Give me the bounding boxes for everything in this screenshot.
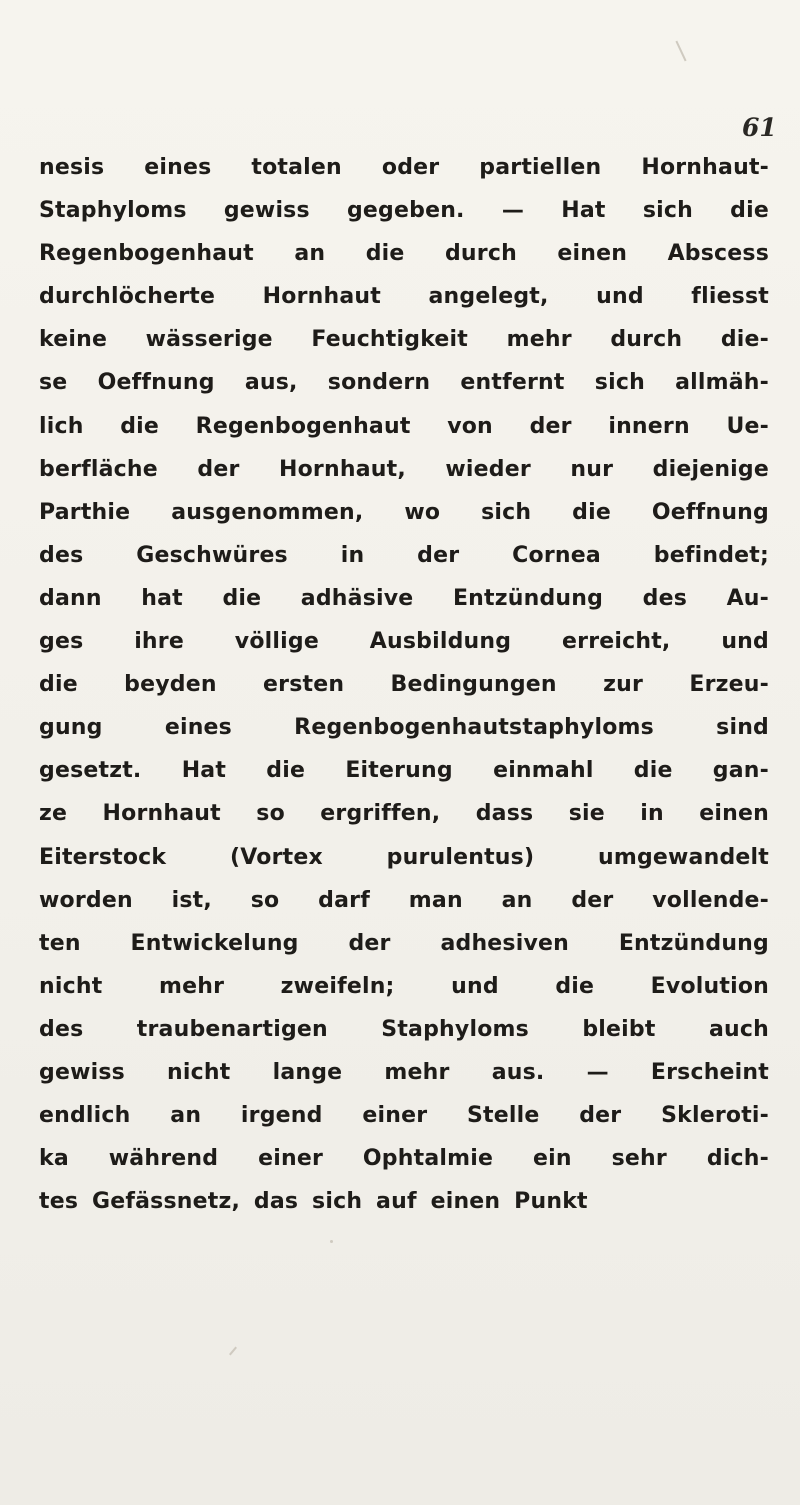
text-line: tes Gefässnetz, das sich auf einen Punkt xyxy=(39,1189,588,1215)
text-line: Regenbogenhaut an die durch einen Abscess xyxy=(39,241,769,267)
text-line: ten Entwickelung der adhesiven Entzündung xyxy=(39,930,769,956)
text-line: keine wässerige Feuchtigkeit mehr durch die- xyxy=(39,327,769,353)
text-line: gesetzt. Hat die Eiterung einmahl die gan- xyxy=(39,758,769,784)
text-line: Staphyloms gewiss gegeben. — Hat sich die xyxy=(39,198,769,224)
paper-speck xyxy=(229,1347,237,1356)
page-number: 61 xyxy=(742,113,777,142)
text-line: endlich an irgend einer Stelle der Skleroti- xyxy=(39,1103,769,1129)
text-line: dann hat die adhäsive Entzündung des Au- xyxy=(39,585,769,611)
text-line: gewiss nicht lange mehr aus. — Erscheint xyxy=(39,1059,769,1085)
text-line: ka während einer Ophtalmie ein sehr dich- xyxy=(39,1146,769,1172)
text-line: nesis eines totalen oder partiellen Hornhaut- xyxy=(39,155,769,180)
text-line: nicht mehr zweifeln; und die Evolution xyxy=(39,973,769,999)
text-line: des Geschwüres in der Cornea befindet; xyxy=(39,542,769,568)
text-line: worden ist, so darf man an der vollende- xyxy=(39,887,769,913)
text-line: gung eines Regenbogenhautstaphyloms sind xyxy=(39,715,769,741)
body-text xyxy=(39,146,769,1223)
text-line: Eiterstock (Vortex purulentus) umgewandelt xyxy=(39,844,769,870)
text-line: lich die Regenbogenhaut von der innern Ue- xyxy=(39,413,769,439)
paper-speck xyxy=(330,1240,333,1243)
text-line: durchlöcherte Hornhaut angelegt, und fliesst xyxy=(39,284,769,310)
text-line: die beyden ersten Bedingungen zur Erzeu- xyxy=(39,672,769,698)
text-line: berfläche der Hornhaut, wieder nur diejenige xyxy=(39,456,769,482)
text-line: des traubenartigen Staphyloms bleibt auch xyxy=(39,1016,769,1042)
paper-speck xyxy=(675,41,686,62)
text-line: ze Hornhaut so ergriffen, dass sie in einen xyxy=(39,801,769,827)
text-line: ges ihre völlige Ausbildung erreicht, und xyxy=(39,629,769,655)
text-line: se Oeffnung aus, sondern entfernt sich allmäh- xyxy=(39,370,769,396)
text-line: Parthie ausgenommen, wo sich die Oeffnung xyxy=(39,499,769,525)
